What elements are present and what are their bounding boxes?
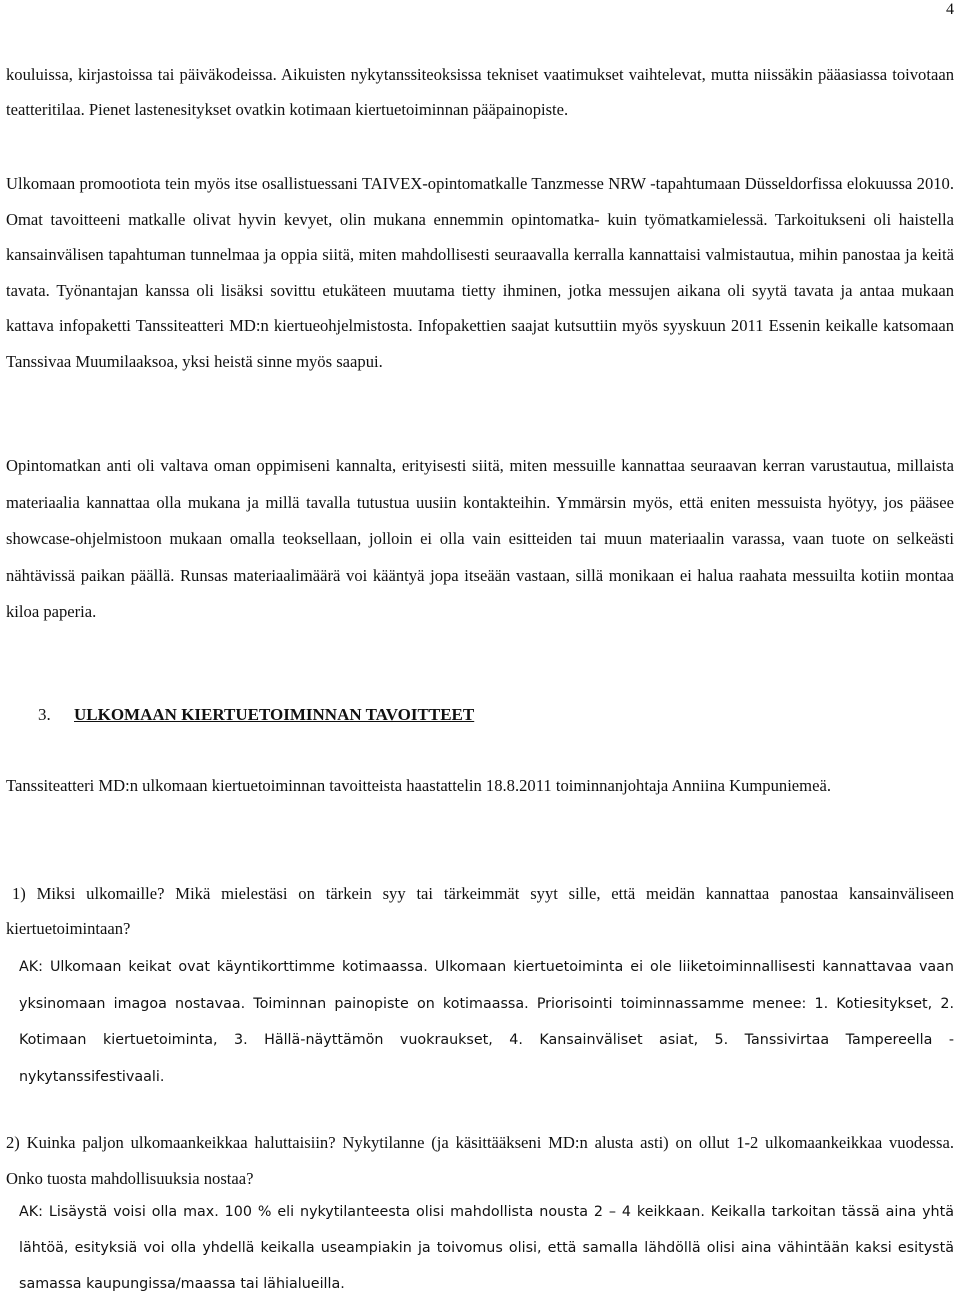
page-number: 4: [946, 1, 954, 18]
interview-question-2: 2) Kuinka paljon ulkomaankeikkaa haluttaisiin? Nykytilanne (ja käsittääkseni MD:n alusta asti) on ollut 1-2 ulkomaankeikkaa vuodessa. Onko tuosta mahdollisuuksia nostaa?: [6, 1133, 954, 1188]
interview-answer-2: AK: Lisäystä voisi olla max. 100 % eli nykytilanteesta olisi mahdollista nousta 2 – 4 keikkaan. Keikalla tarkoitan tässä aina yhtä lähtöä, esityksiä voi olla yhdellä keikalla useampiakin ja toivomus olisi, että samalla lähdöllä olisi aina vähintään kaksi esitystä samassa kaupungissa/maassa tai lähialueilla.: [19, 1204, 954, 1292]
paragraph-trip-learnings: Opintomatkan anti oli valtava oman oppimiseni kannalta, erityisesti siitä, miten messuille kannattaa seuraavan kerran varustautua, millaista materiaalia kannattaa olla mukana ja millä tavalla tutustua uusiin kontakteihin. Ymmärsin myös, että eniten messuista hyötyy, jos pääsee showcase-ohjelmistoon mukaan omalla teoksellaan, jolloin ei olla vain esitteiden tai muun materiaalin varassa, vaan tuote on selkeästi nähtävissä paikan päällä. Runsas materiaalimäärä voi kääntyä jopa itseään vastaan, sillä monikaan ei halua raahata messuilta kotiin montaa kiloa paperia.: [6, 456, 954, 621]
paragraph-intro-continuation: kouluissa, kirjastoissa tai päiväkodeissa. Aikuisten nykytanssiteoksissa tekniset vaatimukset vaihtelevat, mutta niissäkin pääasiassa toivotaan teatteritilaa. Pienet lastenesitykset ovatkin kotimaan kiertuetoiminnan pääpainopiste.: [6, 65, 954, 120]
question-1-text: 1) Miksi ulkomaille? Mikä mielestäsi on tärkein syy tai tärkeimmät syyt sille, että meidän kannattaa panostaa kansainväliseen kiertuetoimintaan?: [6, 884, 954, 938]
paragraph-taivex-trip: Ulkomaan promootiota tein myös itse osallistuessani TAIVEX-opintomatkalle Tanzmesse NRW -tapahtumaan Düsseldorfissa elokuussa 2010. Omat tavoitteeni matkalle olivat hyvin kevyet, olin mukana ennemmin opintomatka- kuin työmatkamielessä. Tarkoitukseni oli haistella kansainvälisen tapahtuman tunnelmaa ja oppia siitä, miten mahdollisesti seuraavalla kerralla kannattaisi valmistautua, mihin panostaa ja keitä tavata. Työnantajan kanssa oli lisäksi sovittu etukäteen muutama tietty ihminen, jotka messujen aikana oli syytä tavata ja antaa mukaan kattava infopaketti Tanssiteatteri MD:n kiertueohjelmistosta. Infopakettien saajat kutsuttiin myös syyskuun 2011 Essenin keikalle katsomaan Tanssivaa Muumilaaksoa, yksi heistä sinne myös saapui.: [6, 174, 954, 371]
interview-answer-1: AK: Ulkomaan keikat ovat käyntikorttimme kotimaassa. Ulkomaan kiertuetoiminta ei ole liiketoiminnallisesti kannattavaa vaan yksinomaan imagoa nostavaa. Toiminnan painopiste on kotimaassa. Priorisointi toiminnassamme menee: 1. Kotiesitykset, 2. Kotimaan kiertuetoiminta, 3. Hällä-näyttämön vuokraukset, 4. Kansainväliset asiat, 5. Tanssivirtaa Tampereella -nykytanssifestivaali.: [19, 959, 954, 1085]
interview-intro: Tanssiteatteri MD:n ulkomaan kiertuetoiminnan tavoitteista haastattelin 18.8.2011 toiminnanjohtaja Anniina Kumpuniemeä.: [6, 776, 831, 795]
interview-question-1: [6, 876, 954, 946]
section-heading: [38, 700, 474, 730]
section-title: ULKOMAAN KIERTUETOIMINNAN TAVOITTEET: [74, 705, 475, 724]
section-number: 3.: [38, 705, 51, 724]
